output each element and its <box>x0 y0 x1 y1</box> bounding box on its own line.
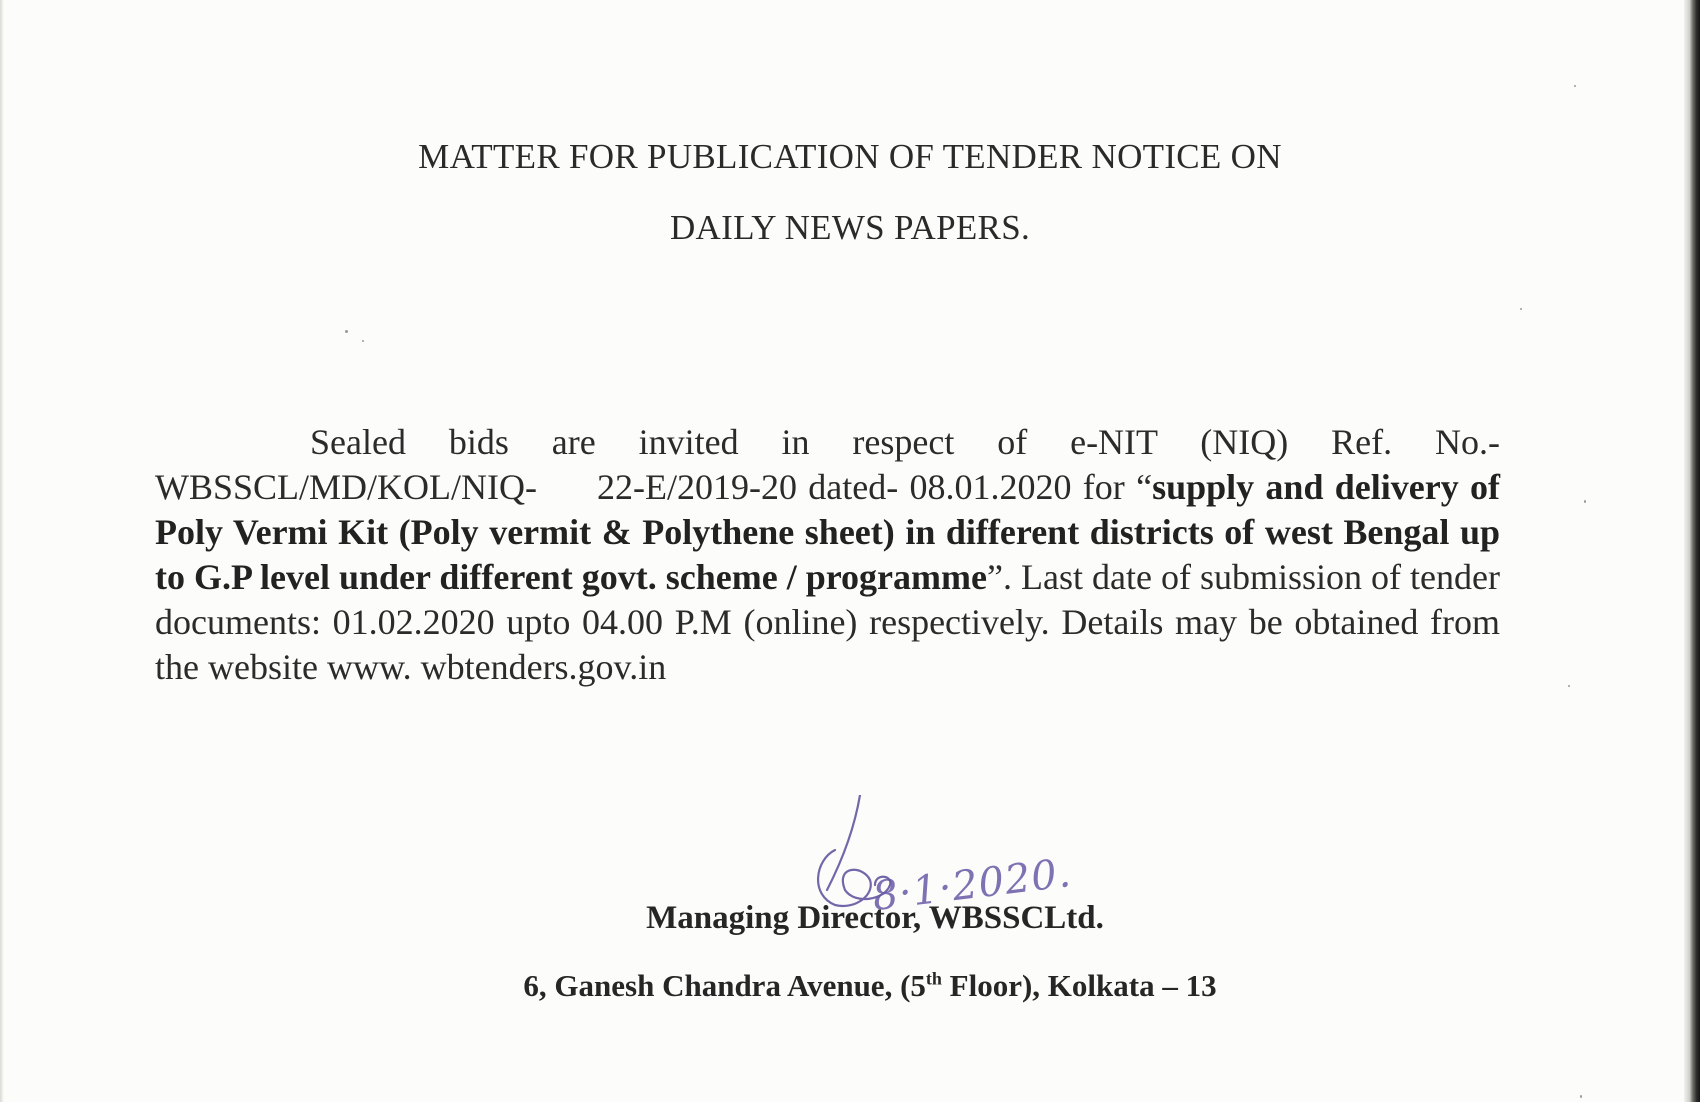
notice-heading-line-2: DAILY NEWS PAPERS. <box>669 208 1031 247</box>
office-address <box>0 968 1700 1004</box>
body-closing-text: ”. Last date of submission of tender documents: 01.02.2020 upto 04.00 P.M (online) respectively. Details may be obtained from the website www. wbtenders.gov.in <box>155 557 1500 687</box>
scan-speck <box>345 330 348 333</box>
scan-speck <box>1584 500 1586 503</box>
address-text-end: Floor), Kolkata – 13 <box>941 968 1217 1003</box>
notice-heading-line-1: MATTER FOR PUBLICATION OF TENDER NOTICE ON <box>418 137 1282 176</box>
scan-speck <box>1520 308 1522 310</box>
address-ordinal-suffix: th <box>925 968 942 989</box>
signatory-designation: Managing Director, WBSSCLtd. <box>646 900 1104 936</box>
scan-speck <box>362 340 364 342</box>
body-bold-scope-text: supply and delivery of Poly Vermi Kit (Poly vermit & Polythene sheet) in different districts of west Bengal up to G.P level under different govt. scheme / programme <box>155 467 1501 597</box>
scan-speck <box>1568 685 1570 687</box>
scan-speck <box>1580 1095 1582 1098</box>
body-reference-text: 22-E/2019-20 dated- 08.01.2020 for “ <box>597 467 1153 507</box>
body-intro-text: Sealed bids are invited in respect of e-NIT (NIQ) Ref. No.- WBSSCL/MD/KOL/NIQ- <box>155 422 1500 507</box>
signature-date: 8·1·2020. <box>869 849 1074 921</box>
notice-body-paragraph <box>155 420 1500 690</box>
scan-speck <box>1574 85 1576 87</box>
address-text-start: 6, Ganesh Chandra Avenue, (5 <box>523 968 926 1003</box>
